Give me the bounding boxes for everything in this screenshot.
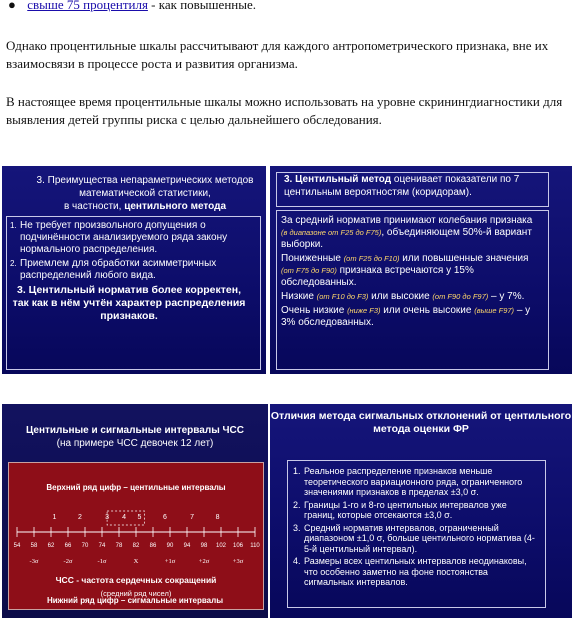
slide-sigma-vs-centile bbox=[270, 404, 572, 618]
centile-number: 1 bbox=[52, 514, 57, 521]
sigma-label: +2σ bbox=[198, 558, 210, 565]
sigma-label: X bbox=[133, 558, 139, 565]
list-item: 1. Реальное распределение признаков меньше теоретического вариационного ряда, ограниченного значениями признаков в пределах ±3,0 σ. bbox=[293, 466, 523, 497]
slide-hr-intervals bbox=[2, 404, 268, 618]
chss-label: ЧСС - частота сердечных сокращений bbox=[55, 575, 217, 585]
hr-value: 74 bbox=[98, 543, 106, 549]
top-row-label: Верхний ряд цифр – центильные интервалы bbox=[46, 483, 226, 492]
hr-value: 98 bbox=[200, 543, 208, 549]
hr-value: 54 bbox=[13, 543, 21, 549]
list-item: За средний норматив принимают колебания признака (в диапазоне от F25 до F75), объединяющем 50%-й вариант выборки. bbox=[281, 215, 533, 250]
list-item: 2. Границы 1-го и 8-го центильных интервалов уже границ, которые отсекаются ±3,0 σ. bbox=[293, 499, 507, 520]
slide-centile-advantages bbox=[2, 166, 266, 374]
sigma-label: -2σ bbox=[63, 558, 73, 565]
sigma-label: -3σ bbox=[29, 558, 39, 565]
list-item: Очень низкие (ниже F3) или очень высокие (выше F97) – у 3% обследованных. bbox=[281, 305, 531, 328]
hr-interval-panel bbox=[8, 462, 264, 610]
centile-number: 7 bbox=[190, 514, 195, 521]
list-item: Пониженные (от F25 до F10) или повышенные значения (от F75 до F90) признака встречаются у 15% обследованных. bbox=[281, 253, 529, 288]
list-item: 1. Не требует произвольного допущения о подчинённости анализируемого ряда закону нормального распределения. bbox=[10, 220, 228, 255]
hr-value: 102 bbox=[215, 543, 227, 549]
hr-value: 70 bbox=[81, 543, 89, 549]
slide1-list bbox=[10, 220, 248, 323]
sigma-label: +3σ bbox=[232, 558, 244, 565]
slide3-title: Центильные и сигмальные интервалы ЧСС (на примере ЧСС девочек 12 лет) bbox=[25, 425, 244, 449]
slide2-list bbox=[276, 212, 541, 334]
percentile-link[interactable]: свыше 75 процентиля bbox=[27, 0, 148, 12]
list-item: 4. Размеры всех центильных интервалов неодинаковы, что особенно заметно на фоне постоянства сигмальных интервалов. bbox=[293, 556, 527, 587]
centile-number: 2 bbox=[77, 514, 82, 521]
centile-number: 8 bbox=[215, 514, 220, 521]
hr-value: 78 bbox=[115, 543, 123, 549]
bullet-dot-icon: ● bbox=[8, 0, 16, 12]
centile-number: 4 bbox=[122, 514, 127, 521]
slide2-title: 3. Центильный метод оценивает показатели по 7 центильным вероятностям (коридорам). bbox=[284, 174, 520, 198]
slide1-title: 3. Преимущества непараметрических методов математической статистики, в частности, центильного метода bbox=[36, 175, 254, 212]
bullet-text: - как повышенные. bbox=[147, 0, 256, 12]
hr-value: 66 bbox=[64, 543, 72, 549]
slide-centile-method bbox=[270, 166, 572, 374]
slide4-list bbox=[287, 460, 545, 596]
hr-value: 110 bbox=[250, 543, 260, 549]
paragraph-2: В настоящее время процентильные шкалы можно использовать на уровне скринингдиагностики для выявления детей группы риска с целью дальнейшего обследования. bbox=[6, 94, 563, 127]
hr-value: 94 bbox=[183, 543, 191, 549]
interval-scale bbox=[9, 507, 263, 577]
bottom-row-label: Нижний ряд цифр – сигмальные интервалы bbox=[46, 596, 224, 605]
hr-value: 58 bbox=[30, 543, 38, 549]
hr-value: 106 bbox=[232, 543, 244, 549]
sigma-label: +1σ bbox=[164, 558, 176, 565]
centile-number: 6 bbox=[162, 514, 167, 521]
bullet-item bbox=[8, 0, 256, 13]
hr-value: 86 bbox=[149, 543, 157, 549]
centile-number: 3 bbox=[105, 514, 110, 521]
hr-value: 82 bbox=[132, 543, 140, 549]
centile-number: 5 bbox=[137, 514, 142, 521]
middle-row-label: (средний ряд чисел) bbox=[100, 589, 172, 598]
sigma-label: -1σ bbox=[97, 558, 107, 565]
list-item: 3. Средний норматив интервалов, ограниченный диапазоном ±1,0 σ, больше центильного норматива (4-5-й центильный интервал). bbox=[293, 522, 535, 554]
hr-value: 90 bbox=[166, 543, 174, 549]
list-item: 2. Приемлем для обработки асимметричных распределений любого вида. bbox=[10, 258, 217, 281]
paragraph-1: Однако процентильные шкалы рассчитывают для каждого антропометрического признака, вне их взаимосвязи в процессе роста и развития организма. bbox=[6, 38, 549, 71]
slide4-title: Отличия метода сигмальных отклонений от центильного метода оценки ФР bbox=[270, 410, 572, 435]
slide1-bold-conclusion: 3. Центильный норматив более корректен, так как в нём учтён характер распределения признаков. bbox=[12, 284, 246, 322]
hr-value: 62 bbox=[47, 543, 55, 549]
list-item: Низкие (от F10 до F3) или высокие (от F90 до F97) – у 7%. bbox=[281, 291, 525, 302]
